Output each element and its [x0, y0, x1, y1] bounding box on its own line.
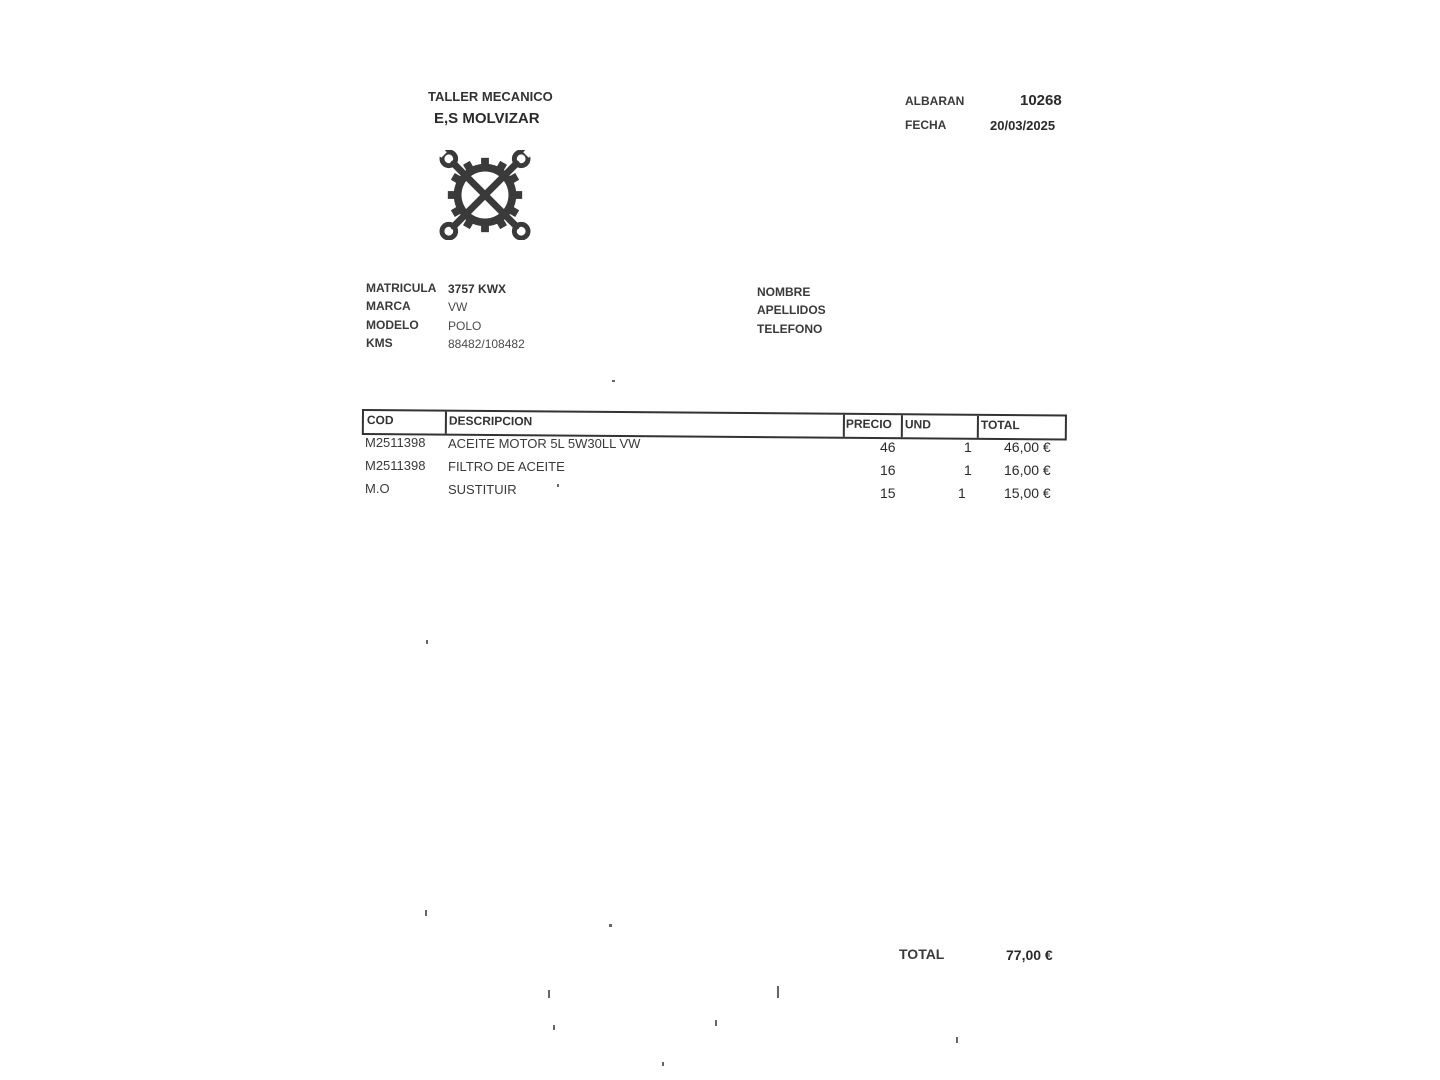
row-cod: M2511398: [365, 458, 426, 473]
vehicle-value-marca: VW: [448, 300, 468, 314]
scan-speck: [956, 1037, 958, 1043]
scan-speck: [609, 924, 612, 927]
row-total: 15,00 €: [1004, 485, 1051, 501]
row-cod: M.O: [365, 481, 390, 496]
row-total: 46,00 €: [1004, 439, 1051, 455]
vehicle-label-matricula: MATRICULA: [366, 281, 437, 295]
grand-total-label: TOTAL: [899, 946, 945, 962]
row-qty: 1: [964, 439, 972, 455]
albaran-label: ALBARAN: [905, 94, 965, 108]
customer-label-telefono: TELEFONO: [757, 322, 823, 336]
scan-speck: [553, 1025, 555, 1030]
row-qty: 1: [964, 462, 972, 478]
row-description: SUSTITUIR: [448, 482, 517, 497]
header-descripcion: DESCRIPCION: [448, 413, 533, 429]
grand-total-value: 77,00 €: [1006, 947, 1053, 963]
vehicle-label-modelo: MODELO: [366, 318, 419, 332]
company-kind: TALLER MECANICO: [428, 89, 553, 104]
scan-speck: [426, 640, 428, 644]
fecha-label: FECHA: [905, 118, 947, 132]
row-cod: M2511398: [365, 435, 426, 450]
header-und: UND: [904, 417, 931, 432]
wrenches-gear-icon: [436, 150, 534, 240]
row-total: 16,00 €: [1004, 462, 1051, 478]
row-description: ACEITE MOTOR 5L 5W30LL VW: [448, 436, 641, 451]
header-precio: PRECIO: [845, 416, 892, 432]
scan-speck: [557, 484, 559, 487]
albaran-number: 10268: [1020, 92, 1062, 109]
row-description: FILTRO DE ACEITE: [448, 459, 565, 474]
vehicle-label-kms: KMS: [366, 336, 393, 350]
company-name: E,S MOLVIZAR: [434, 110, 540, 127]
customer-label-apellidos: APELLIDOS: [757, 303, 826, 317]
header-total: TOTAL: [980, 417, 1020, 433]
header-cod: COD: [366, 413, 394, 428]
scan-speck: [612, 380, 615, 382]
customer-label-nombre: NOMBRE: [757, 285, 811, 299]
scan-speck: [715, 1020, 717, 1026]
scan-speck: [662, 1062, 664, 1066]
row-qty: 1: [958, 485, 966, 501]
scan-speck: [777, 986, 779, 998]
fecha-value: 20/03/2025: [990, 118, 1056, 133]
vehicle-value-kms: 88482/108482: [448, 337, 525, 351]
row-price: 15: [880, 485, 896, 501]
scan-speck: [548, 990, 550, 998]
vehicle-value-modelo: POLO: [448, 319, 482, 333]
row-price: 16: [880, 462, 896, 478]
scan-speck: [425, 910, 427, 916]
vehicle-value-matricula: 3757 KWX: [448, 282, 507, 296]
row-price: 46: [880, 439, 896, 455]
vehicle-label-marca: MARCA: [366, 299, 411, 313]
